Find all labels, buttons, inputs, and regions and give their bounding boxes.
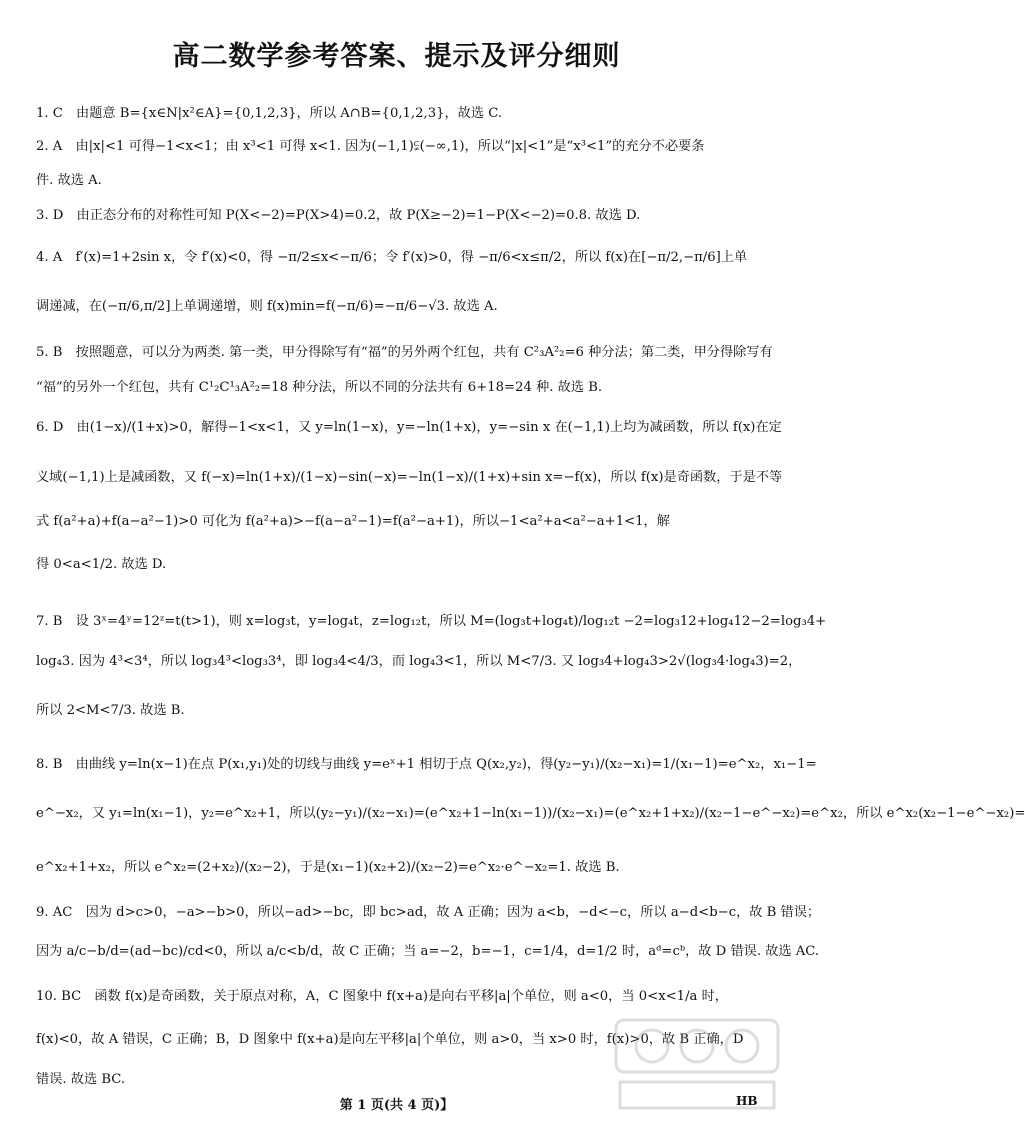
edition-badge: HB [736, 1094, 758, 1108]
answer-line: log₄3. 因为 4³<3⁴，所以 log₃4³<log₃3⁴，即 log₃4<4/3，而 log₄3<1，所以 M<7/3. 又 log₃4+log₄3>2√(log₃4·log₄3)=2， [36, 654, 802, 669]
page-footer: 第 1 页(共 4 页)】 [339, 1098, 454, 1113]
answer-line: 6. D 由(1−x)/(1+x)>0，解得−1<x<1，又 y=ln(1−x)，y=−ln(1+x)，y=−sin x 在(−1,1)上均为减函数，所以 f(x)在定 [36, 420, 782, 435]
answer-line: “福”的另外一个红包，共有 C¹₂C¹₃A²₂=18 种分法，所以不同的分法共有 6+18=24 种. 故选 B. [36, 380, 603, 395]
answer-line: 7. B 设 3ˣ=4ʸ=12ᶻ=t(t>1)，则 x=log₃t，y=log₄t，z=log₁₂t，所以 M=(log₃t+log₄t)/log₁₂t −2=log₃12+log₄12−2=log₃4+ [36, 614, 827, 629]
answer-line: 义域(−1,1)上是减函数，又 f(−x)=ln(1+x)/(1−x)−sin(−x)=−ln(1−x)/(1+x)+sin x=−f(x)，所以 f(x)是奇函数，于是不等 [36, 470, 783, 485]
answer-line: e^−x₂，又 y₁=ln(x₁−1)，y₂=e^x₂+1，所以(y₂−y₁)/(x₂−x₁)=(e^x₂+1−ln(x₁−1))/(x₂−x₁)=(e^x₂+1+x₂)/(x₂−1−e^−x₂)=e^x₂，所以 e^x₂(x₂−1−e^−x₂)= [36, 806, 1025, 821]
watermark-logo [612, 1016, 782, 1114]
answer-line: 3. D 由正态分布的对称性可知 P(X<−2)=P(X>4)=0.2，故 P(X≥−2)=1−P(X<−2)=0.8. 故选 D. [36, 208, 641, 223]
answer-line: 调递减，在(−π/6,π/2]上单调递增，则 f(x)min=f(−π/6)=−π/6−√3. 故选 A. [36, 299, 498, 314]
answer-line: 式 f(a²+a)+f(a−a²−1)>0 可化为 f(a²+a)>−f(a−a²−1)=f(a²−a+1)，所以−1<a²+a<a²−a+1<1，解 [36, 514, 670, 529]
answer-line: 10. BC 函数 f(x)是奇函数，关于原点对称，A，C 图象中 f(x+a)是向右平移|a|个单位，则 a<0，当 0<x<1/a 时， [36, 989, 728, 1004]
answer-line: 9. AC 因为 d>c>0，−a>−b>0，所以−ad>−bc，即 bc>ad，故 A 正确；因为 a<b，−d<−c，所以 a−d<b−c，故 B 错误； [36, 905, 821, 920]
answer-line: 1. C 由题意 B={x∈N|x²∈A}={0,1,2,3}，所以 A∩B={0,1,2,3}，故选 C. [36, 106, 503, 121]
answer-line: 件. 故选 A. [36, 173, 102, 188]
answer-line: e^x₂+1+x₂，所以 e^x₂=(2+x₂)/(x₂−2)，于是(x₁−1)(x₂+2)/(x₂−2)=e^x₂·e^−x₂=1. 故选 B. [36, 860, 620, 875]
answer-line: 2. A 由|x|<1 可得−1<x<1；由 x³<1 可得 x<1. 因为(−1,1)⫋(−∞,1)，所以“|x|<1”是“x³<1”的充分不必要条 [36, 139, 705, 154]
answer-line: 所以 2<M<7/3. 故选 B. [36, 703, 185, 718]
answer-line: 因为 a/c−b/d=(ad−bc)/cd<0，所以 a/c<b/d，故 C 正确；当 a=−2，b=−1，c=1/4，d=1/2 时，aᵈ=cᵇ，故 D 错误. 故选 AC. [36, 944, 820, 959]
page-title: 高二数学参考答案、提示及评分细则 [172, 41, 621, 72]
answer-line: f(x)<0，故 A 错误，C 正确；B，D 图象中 f(x+a)是向左平移|a|个单位，则 a>0，当 x>0 时，f(x)>0，故 B 正确，D [36, 1032, 744, 1047]
answer-line: 错误. 故选 BC. [36, 1072, 126, 1087]
answer-line: 4. A f′(x)=1+2sin x，令 f′(x)<0，得 −π/2≤x<−π/6；令 f′(x)>0，得 −π/6<x≤π/2，所以 f(x)在[−π/2,−π/6]上单 [36, 250, 748, 265]
answer-line: 5. B 按照题意，可以分为两类. 第一类，甲分得除写有“福”的另外两个红包，共有 C²₃A²₂=6 种分法；第二类，甲分得除写有 [36, 345, 773, 360]
answer-line: 8. B 由曲线 y=ln(x−1)在点 P(x₁,y₁)处的切线与曲线 y=eˣ+1 相切于点 Q(x₂,y₂)，得(y₂−y₁)/(x₂−x₁)=1/(x₁−1)=e^x₂，x₁−1= [36, 757, 817, 772]
answer-line: 得 0<a<1/2. 故选 D. [36, 557, 167, 572]
